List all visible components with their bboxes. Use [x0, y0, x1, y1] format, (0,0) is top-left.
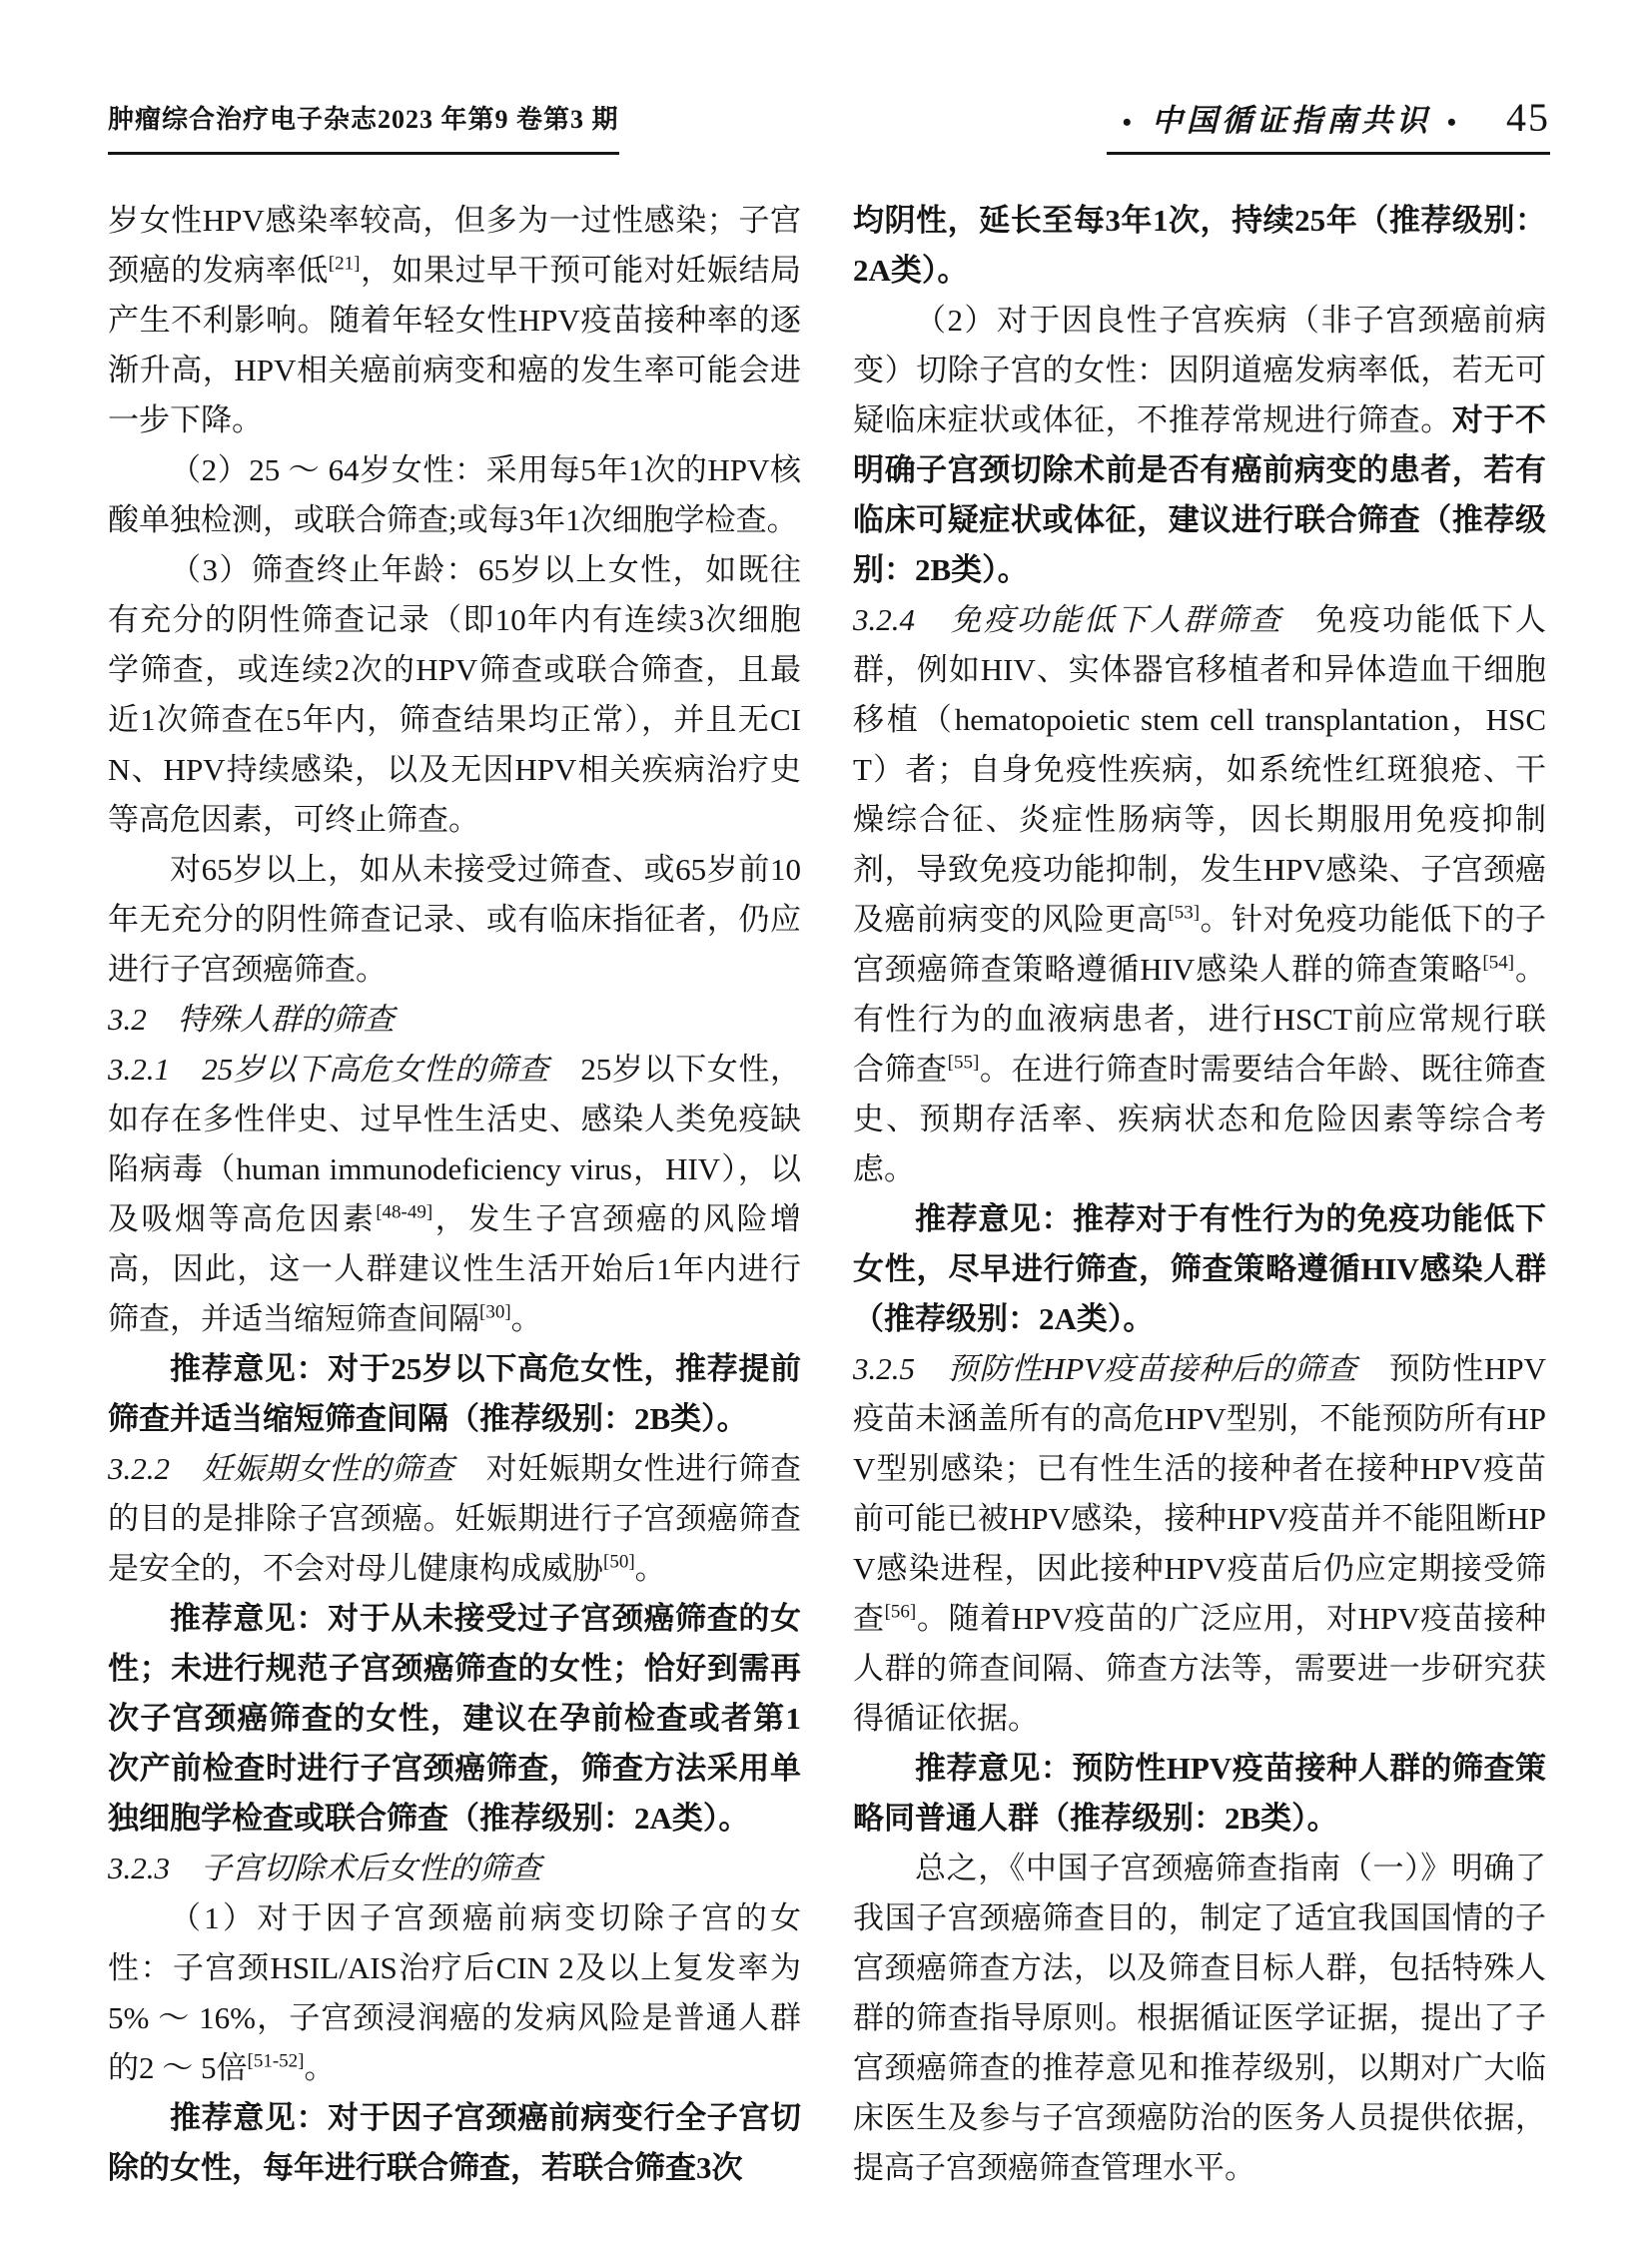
page-header — [108, 94, 1550, 155]
paragraph — [108, 1893, 801, 2093]
reference-superscript: [56] — [884, 1601, 917, 1623]
text-segment: 。随着HPV疫苗的广泛应用，对HPV疫苗接种人群的筛查间隔、筛查方法等，需要进一步研究获得循证依据。 — [853, 1601, 1547, 1736]
reference-superscript: [51-52] — [247, 2050, 305, 2072]
text-segment: 3.2.4 免疫功能低下人群筛查 — [853, 602, 1283, 637]
reference-superscript: [21] — [328, 253, 361, 275]
text-segment: 。 — [304, 2050, 336, 2085]
paragraph — [853, 1344, 1546, 1744]
reference-superscript: [54] — [1482, 952, 1515, 974]
text-segment: ，如果过早干预可能对妊娠结局产生不利影响。随着年轻女性HPV疫苗接种率的逐渐升高，HPV相关癌前病变和癌的发生率可能会进一步下降。 — [108, 253, 801, 437]
section-label-wrap — [1107, 103, 1476, 141]
text-segment: 25岁以下女性，如存在多性伴史、过早性生活史、感染人类免疫缺陷病毒（human immunodeficiency virus，HIV），以及吸烟等高危因素 — [108, 1052, 802, 1236]
text-segment: 推荐意见：对于从未接受过子宫颈癌筛查的女性；未进行规范子宫颈癌筛查的女性；恰好到需再次子宫颈癌筛查的女性，建议在孕前检查或者第1次产前检查时进行子宫颈癌筛查，筛查方法采用单独细胞学检查或联合筛查（推荐级别：2A类）。 — [108, 1601, 801, 1836]
paragraph — [853, 296, 1546, 595]
paragraph — [108, 1594, 801, 1844]
paragraph — [853, 1844, 1546, 2193]
paragraph — [853, 595, 1546, 1194]
text-segment: 。 — [510, 1301, 542, 1336]
text-segment: （3）筛查终止年龄：65岁以上女性，如既往有充分的阴性筛查记录（即10年内有连续3次细胞学筛查，或连续2次的HPV筛查或联合筛查，且最近1次筛查在5年内，筛查结果均正常），并且无CIN、HPV持续感染，以及无因HPV相关疾病治疗史等高危因素，可终止筛查。 — [108, 552, 801, 837]
paragraph — [108, 196, 801, 445]
reference-superscript: [50] — [603, 1551, 635, 1573]
bullet-icon: • — [1122, 108, 1136, 137]
column-left — [108, 196, 801, 2193]
page-number: 45 — [1506, 95, 1550, 140]
text-segment: 对于不明确子宫颈切除术前是否有癌前病变的患者，若有临床可疑症状或体征，建议进行联合筛查（推荐级别：2B类）。 — [853, 402, 1547, 587]
text-segment: 预防性HPV疫苗未涵盖所有的高危HPV型别，不能预防所有HPV型别感染；已有性生活的接种者在接种HPV疫苗前可能已被HPV感染，接种HPV疫苗并不能阻断HPV感染进程，因此接种HPV疫苗后仍应定期接受筛查 — [853, 1351, 1547, 1636]
text-segment: 推荐意见：对于因子宫颈癌前病变行全子宫切除的女性，每年进行联合筛查，若联合筛查3次 — [108, 2100, 801, 2185]
reference-superscript: [53] — [1168, 902, 1201, 924]
section-label: 中国循证指南共识 — [1151, 103, 1431, 138]
reference-superscript: [55] — [947, 1052, 980, 1074]
column-right — [853, 196, 1546, 2193]
text-segment: 。有性行为的血液病患者，进行HSCT前应常规行联合筛查 — [853, 952, 1546, 1087]
text-segment: 推荐意见：对于25岁以下高危女性，推荐提前筛查并适当缩短筛查间隔（推荐级别：2B类）。 — [108, 1351, 801, 1436]
text-segment: 岁女性HPV感染率较高，但多为一过性感染；子宫颈癌的发病率低 — [108, 203, 801, 288]
paragraph — [853, 1744, 1546, 1844]
paragraph — [108, 1844, 801, 1893]
text-segment: 推荐意见：推荐对于有性行为的免疫功能低下女性，尽早进行筛查，筛查策略遵循HIV感染人群（推荐级别：2A类）。 — [853, 1201, 1546, 1336]
paragraph — [853, 196, 1546, 296]
paragraph — [108, 545, 801, 845]
text-segment: 对妊娠期女性进行筛查的目的是排除子宫颈癌。妊娠期进行子宫颈癌筛查是安全的，不会对母儿健康构成威胁 — [108, 1451, 801, 1586]
journal-title-issue: 肿瘤综合治疗电子杂志2023 年第9 卷第3 期 — [108, 103, 619, 155]
paragraph — [108, 845, 801, 995]
text-segment: 推荐意见：预防性HPV疫苗接种人群的筛查策略同普通人群（推荐级别：2B类）。 — [853, 1751, 1546, 1836]
text-segment: （2）对于因良性子宫疾病（非子宫颈癌前病变）切除子宫的女性：因阴道癌发病率低，若无可疑临床症状或体征，不推荐常规进行筛查。 — [853, 303, 1546, 437]
paragraph — [108, 1344, 801, 1444]
text-segment: 3.2.3 子宫切除术后女性的筛查 — [108, 1851, 541, 1885]
text-segment: 均阴性，延长至每3年1次，持续25年（推荐级别：2A类）。 — [853, 203, 1546, 288]
reference-superscript: [48-49] — [376, 1201, 433, 1223]
paragraph — [853, 1194, 1546, 1344]
text-segment: 免疫功能低下人群，例如HIV、实体器官移植者和异体造血干细胞移植（hematopoietic stem cell transplantation，HSCT）者；自身免疫性疾病，如系统性红斑狼疮、干燥综合征、炎症性肠病等，因长期服用免疫抑制剂，导致免疫功能抑制，发生HPV感染、子宫颈癌及癌前病变的风险更高 — [853, 602, 1547, 937]
text-segment: （1）对于因子宫颈癌前病变切除子宫的女性：子宫颈HSIL/AIS治疗后CIN 2及以上复发率为5% ～ 16%，子宫颈浸润癌的发病风险是普通人群的2 ～ 5倍 — [108, 1900, 801, 2085]
paragraph — [108, 1045, 801, 1344]
paragraph — [108, 1444, 801, 1594]
text-segment: 。 — [634, 1551, 666, 1586]
section-header — [1107, 94, 1550, 155]
text-segment: 。针对免疫功能低下的子宫颈癌筛查策略遵循HIV感染人群的筛查策略 — [853, 902, 1547, 987]
text-segment: （2）25 ～ 64岁女性：采用每5年1次的HPV核酸单独检测，或联合筛查;或每3年1次细胞学检查。 — [108, 452, 801, 537]
paragraph — [108, 445, 801, 545]
reference-superscript: [30] — [479, 1301, 511, 1323]
text-segment: 对65岁以上，如从未接受过筛查、或65岁前10年无充分的阴性筛查记录、或有临床指征者，仍应进行子宫颈癌筛查。 — [108, 852, 801, 987]
text-segment: 3.2.5 预防性HPV疫苗接种后的筛查 — [853, 1351, 1357, 1386]
text-segment: 3.2.2 妊娠期女性的筛查 — [108, 1451, 454, 1486]
text-segment: 总之，《中国子宫颈癌筛查指南（一）》明确了我国子宫颈癌筛查目的，制定了适宜我国国情的子宫颈癌筛查方法，以及筛查目标人群，包括特殊人群的筛查指导原则。根据循证医学证据，提出了子宫颈癌筛查的推荐意见和推荐级别，以期对广大临床医生及参与子宫颈癌防治的医务人员提供依据，提高子宫颈癌筛查管理水平。 — [853, 1851, 1546, 2185]
text-segment: 。在进行筛查时需要结合年龄、既往筛查史、预期存活率、疾病状态和危险因素等综合考虑。 — [853, 1052, 1547, 1186]
paragraph — [108, 2093, 801, 2193]
text-segment: 3.2.1 25岁以下高危女性的筛查 — [108, 1052, 549, 1087]
text-segment: 3.2 特殊人群的筛查 — [108, 1002, 395, 1037]
bullet-icon: • — [1446, 108, 1460, 137]
text-segment: ，发生子宫颈癌的风险增高，因此，这一人群建议性生活开始后1年内进行筛查，并适当缩短筛查间隔 — [108, 1201, 802, 1336]
paragraph — [108, 995, 801, 1045]
